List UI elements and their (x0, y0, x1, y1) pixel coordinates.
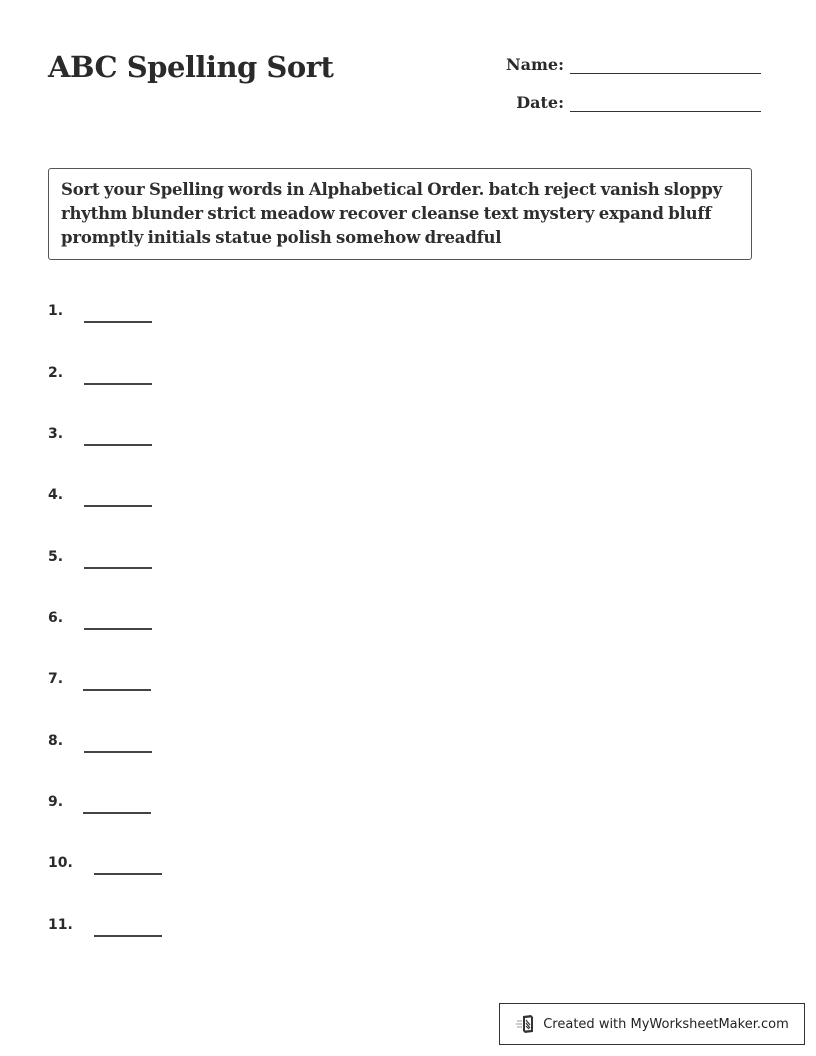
answer-blank[interactable] (84, 383, 152, 385)
answer-blank[interactable] (83, 689, 151, 691)
date-field[interactable] (504, 93, 761, 113)
footer-credit-badge[interactable] (499, 1003, 805, 1045)
answer-row[interactable] (48, 487, 152, 503)
name-field[interactable] (504, 55, 761, 75)
answer-blank[interactable] (83, 812, 151, 814)
answer-row[interactable] (48, 794, 151, 810)
answer-row[interactable] (48, 855, 162, 871)
answer-blank[interactable] (94, 935, 162, 937)
answer-row[interactable] (48, 610, 152, 626)
answer-number: 5. (48, 549, 64, 565)
instructions-box: Sort your Spelling words in Alphabetical Order. batch reject vanish sloppy rhythm blunder strict meadow recover cleanse text mystery expand bluff promptly initials statue polish somehow dreadful (48, 168, 752, 260)
page-title: ABC Spelling Sort (48, 50, 334, 84)
answer-row[interactable] (48, 917, 162, 933)
answer-row[interactable] (48, 549, 152, 565)
answer-row[interactable] (48, 733, 152, 749)
footer-credit-text: Created with MyWorksheetMaker.com (543, 1016, 789, 1032)
answer-number: 9. (48, 794, 64, 810)
answer-row[interactable] (48, 426, 152, 442)
answer-row[interactable] (48, 303, 152, 319)
answer-number: 3. (48, 426, 64, 442)
date-label: Date: (516, 93, 564, 112)
answer-number: 4. (48, 487, 64, 503)
name-label: Name: (505, 55, 564, 74)
answer-number: 6. (48, 610, 64, 626)
answer-number: 2. (48, 365, 64, 381)
answer-number: 1. (48, 303, 64, 319)
answer-blank[interactable] (94, 873, 162, 875)
date-input-line[interactable] (570, 111, 761, 112)
answer-blank[interactable] (84, 505, 152, 507)
answer-blank[interactable] (84, 444, 152, 446)
answer-row[interactable] (48, 365, 152, 381)
answer-blank[interactable] (84, 567, 152, 569)
answer-number: 8. (48, 733, 64, 749)
name-input-line[interactable] (570, 73, 761, 74)
answer-row[interactable] (48, 671, 151, 687)
answer-number: 10. (48, 855, 73, 871)
answer-number: 11. (48, 917, 73, 933)
worksheet-maker-logo-icon (515, 1013, 537, 1035)
answer-blank[interactable] (84, 628, 152, 630)
answer-blank[interactable] (84, 751, 152, 753)
answer-number: 7. (48, 671, 64, 687)
answer-blank[interactable] (84, 321, 152, 323)
